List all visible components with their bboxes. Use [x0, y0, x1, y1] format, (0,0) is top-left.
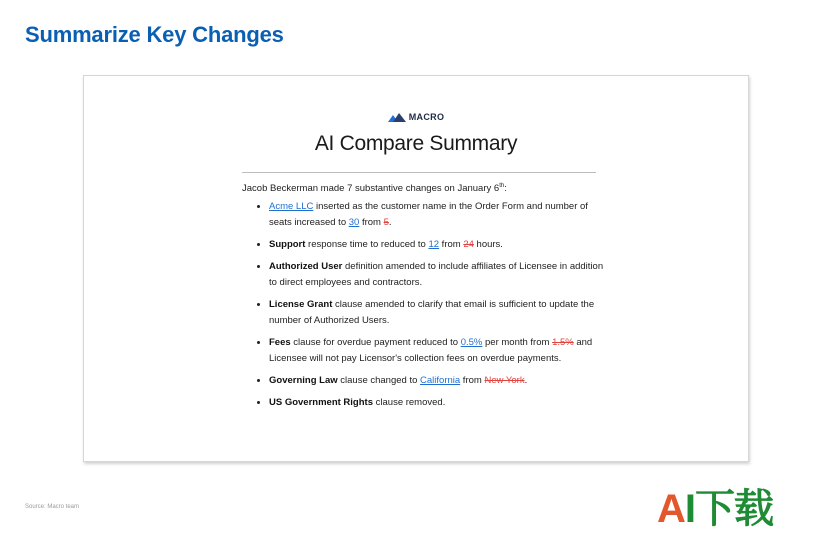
intro-text: Jacob Beckerman made 7 substantive changes on January 6th: [242, 183, 507, 195]
acme-llc-link[interactable]: Acme LLC [269, 201, 314, 212]
change-item: • License Grant clause amended to clarify that email is sufficient to update the number of Authorized Users. [269, 296, 609, 329]
seats-new-value[interactable]: 30 [348, 217, 360, 228]
fees-new-value[interactable]: 0.5% [460, 337, 483, 348]
seats-old-value: 5 [383, 217, 389, 228]
change-item: • Governing Law clause changed to California from New York. [269, 372, 609, 389]
law-old-value: New York [484, 375, 525, 386]
divider [242, 172, 596, 173]
law-new-value[interactable]: California [420, 375, 461, 386]
slide-title: Summarize Key Changes [25, 22, 284, 47]
fees-old-value: 1.5% [552, 337, 574, 348]
source-note: Source: Macro team [25, 504, 80, 510]
macro-logo [84, 112, 748, 122]
change-item: • Acme LLC inserted as the customer name in the Order Form and number of seats increased to 30 from 5. [269, 198, 609, 231]
watermark-logo: AI下载 [657, 487, 774, 531]
change-item: • Fees clause for overdue payment reduced to 0.5% per month from 1.5% and Licensee will not pay Licensor's collection fees on overdue payments. [269, 334, 609, 367]
changes-list [256, 198, 609, 416]
support-old-value: 24 [463, 239, 474, 250]
brand-name: MACRO [408, 112, 445, 122]
summary-title: AI Compare Summary [314, 132, 518, 155]
change-item: • Authorized User definition amended to include affiliates of Licensee in addition to direct employees and contractors. [269, 258, 609, 291]
change-item: • US Government Rights clause removed. [269, 394, 609, 411]
summary-card [83, 75, 749, 462]
support-new-value[interactable]: 12 [428, 239, 440, 250]
change-item: • Support response time to reduced to 12 from 24 hours. [269, 236, 609, 253]
macro-mountain-icon [388, 113, 406, 122]
